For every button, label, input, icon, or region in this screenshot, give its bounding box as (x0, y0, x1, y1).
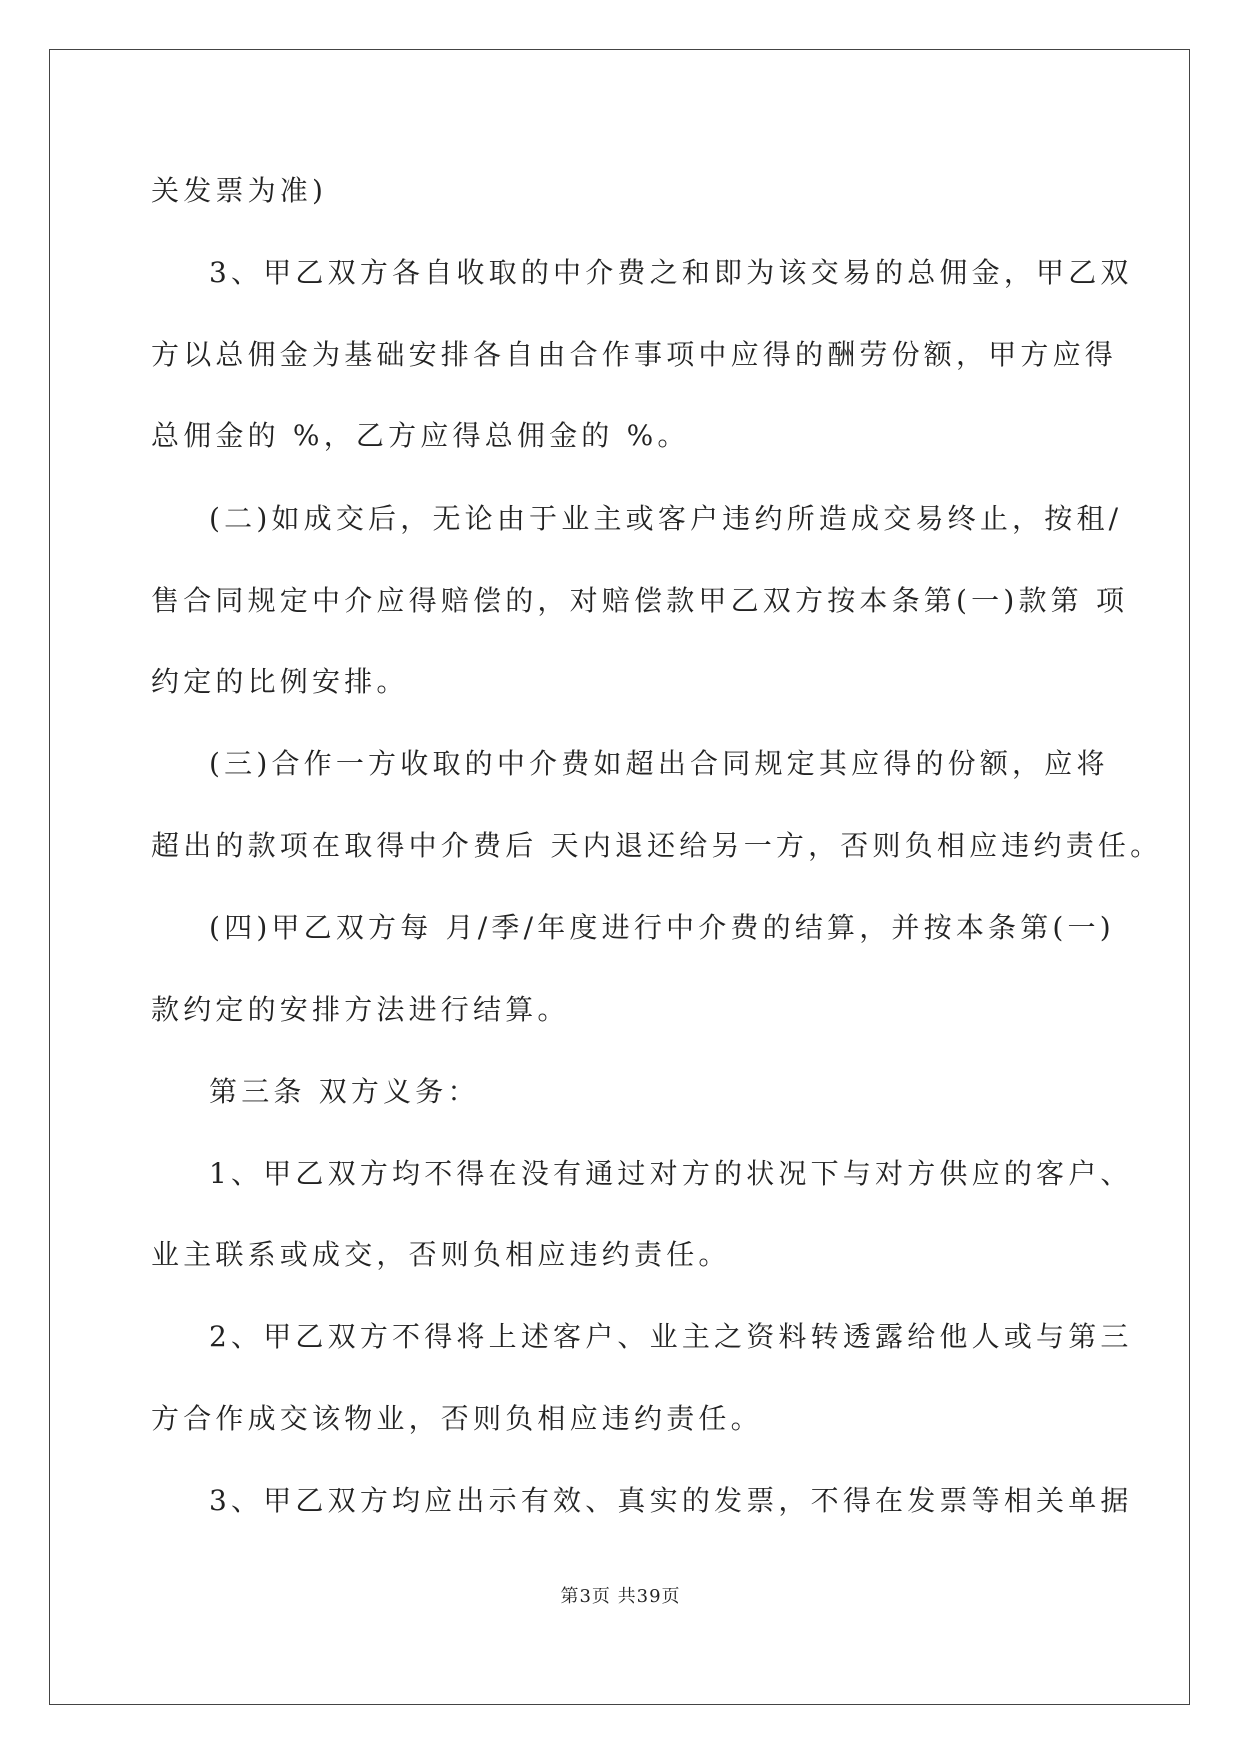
text-line-1: 关发票为准) (151, 174, 328, 207)
text-line-16: 方合作成交该物业，否则负相应违约责任。 (151, 1402, 763, 1435)
text-line-13: 1、甲乙双方均不得在没有通过对方的状况下与对方供应的客户、 (209, 1157, 1133, 1190)
text-line-14: 业主联系或成交，否则负相应违约责任。 (151, 1238, 731, 1271)
text-line-6: 售合同规定中介应得赔偿的，对赔偿款甲乙双方按本条第(一)款第 项 (151, 584, 1129, 617)
page-border (49, 49, 1190, 1705)
text-line-17: 3、甲乙双方均应出示有效、真实的发票，不得在发票等相关单据 (209, 1484, 1133, 1517)
text-line-8: (三)合作一方收取的中介费如超出合同规定其应得的份额，应将 (209, 747, 1109, 780)
text-line-3: 方以总佣金为基础安排各自由合作事项中应得的酬劳份额，甲方应得 (151, 338, 1118, 371)
text-line-2: 3、甲乙双方各自收取的中介费之和即为该交易的总佣金，甲乙双 (209, 256, 1133, 289)
text-line-5: (二)如成交后，无论由于业主或客户违约所造成交易终止，按租/ (209, 502, 1123, 535)
text-line-7: 约定的比例安排。 (151, 665, 409, 698)
text-line-10: (四)甲乙双方每 月/季/年度进行中介费的结算，并按本条第(一) (209, 911, 1115, 944)
text-line-11: 款约定的安排方法进行结算。 (151, 993, 570, 1026)
text-line-15: 2、甲乙双方不得将上述客户、业主之资料转透露给他人或与第三 (209, 1320, 1133, 1353)
text-line-4: 总佣金的 %，乙方应得总佣金的 %。 (151, 419, 690, 452)
text-line-9: 超出的款项在取得中介费后 天内退还给另一方，否则负相应违约责任。 (151, 829, 1163, 862)
section-heading: 第三条 双方义务： (209, 1075, 480, 1108)
page-number-footer: 第3页 共39页 (560, 1586, 681, 1607)
